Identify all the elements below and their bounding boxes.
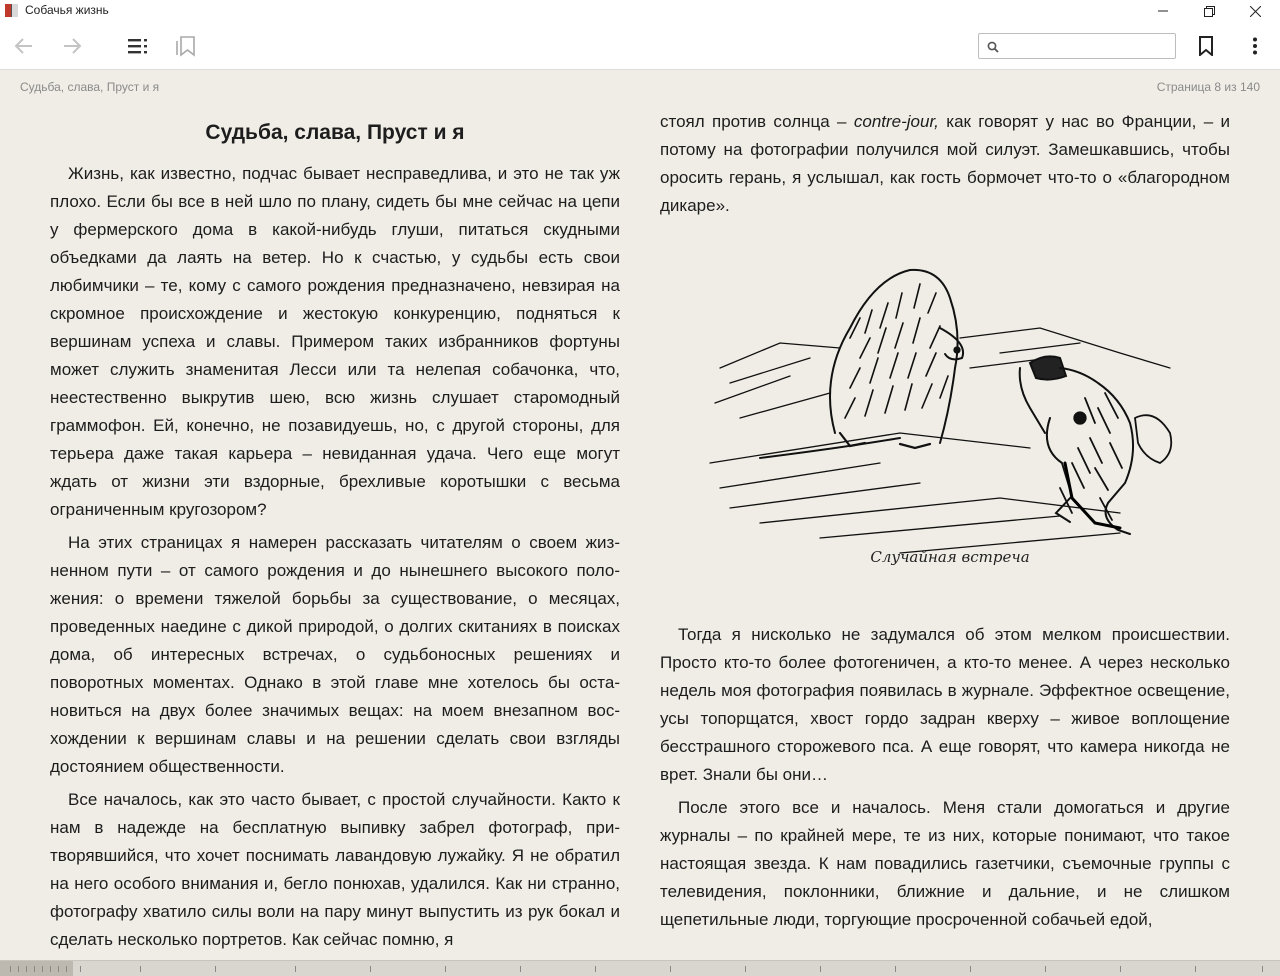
paragraph: Тогда я нисколько не задумался об этом мелком происшествии. Просто кто-то более фотогеничен, а кто-то менее. А через несколько недель моя фотография появилась в журнале. Эффектное освещение, усы топорщатся, хвост гордо задран кверху – живое воплощение бесстрашного сторожевого пса. А еще говорят, что камера никогда не врет. Знали бы они… — [660, 625, 1230, 784]
illustration — [700, 258, 1190, 578]
progress-tick — [370, 966, 371, 972]
arrow-left-icon — [14, 38, 34, 54]
arrow-right-icon — [62, 38, 82, 54]
close-icon — [1250, 6, 1261, 17]
italic-text: contre-jour, — [853, 112, 939, 131]
search-input[interactable] — [1001, 37, 1171, 55]
progress-tick — [445, 966, 446, 972]
minimize-button[interactable] — [1140, 0, 1186, 22]
progress-tick — [1262, 966, 1263, 972]
progress-tick — [140, 966, 141, 972]
more-vertical-icon — [1252, 37, 1258, 55]
text-run: как говорят у нас во Франции, – и потому на фотографии получился мой силуэт. Замешкавшись, чтобы оросить герань, я услышал, как гость бормочет что-то о «благородном дикаре». — [660, 112, 1230, 215]
progress-tick — [58, 966, 59, 972]
paragraph: Все началось, как это часто бывает, с простой случайности. Както к нам в надежде на бесплатную выпивку забрел фотограф, притворявшийся, что хочет поснимать лавандовую лужайку. Я не обратил на него особого внимания и, бегло понюхав, удалился. Как ни странно, фотографу хватило силы воли на пару минут выпустить из рук бокал и сделать несколько портретов. Как сейчас помню, я — [50, 790, 620, 949]
bookmarks-icon — [175, 35, 195, 57]
progress-tick — [66, 966, 67, 972]
progress-tick — [1195, 966, 1196, 972]
progress-tick — [745, 966, 746, 972]
progress-tick — [18, 966, 19, 972]
page-indicator: Страница 8 из 140 — [1156, 80, 1260, 94]
paragraph: После этого все и началось. Меня стали домогаться и другие журналы – по крайней мере, те из них, которые понимают, что такое настоящая звезда. К нам повадились газетчики, съемочные группы с телевидения, поклонники, ближние и дальние, и не слишком щепетильные люди, торгующие просроченной собачьей едой, — [660, 798, 1230, 929]
forward-button[interactable] — [54, 22, 90, 70]
progress-tick — [50, 966, 51, 972]
illustration-caption: Случайная встреча — [870, 548, 1030, 566]
bookmark-icon — [1198, 36, 1214, 56]
restore-icon — [1204, 6, 1215, 17]
more-menu-button[interactable] — [1237, 22, 1273, 70]
page-progress-bar[interactable] — [0, 960, 1280, 976]
progress-tick — [820, 966, 821, 972]
right-page-column-continued — [660, 621, 1230, 939]
left-page-column — [50, 112, 620, 959]
progress-tick — [295, 966, 296, 972]
progress-tick — [970, 966, 971, 972]
back-button[interactable] — [6, 22, 42, 70]
progress-tick — [80, 966, 81, 972]
progress-tick — [670, 966, 671, 972]
progress-tick — [895, 966, 896, 972]
search-box[interactable] — [978, 33, 1176, 59]
progress-tick — [595, 966, 596, 972]
contents-list-icon — [128, 38, 148, 54]
toolbar — [0, 22, 1280, 70]
paragraph: На этих страницах я намерен рассказать читателям о своем жизненном пути – от самого рождения и до нынешнего высокого положения: о времени тяжелой борьбы за существование, о месяцах, проведенных наедине с дикой природой, о долгих скитаниях в поисках дома, об интересных встречах, о судьбоносных решениях и поворотных моментах. Однако в этой главе мне хотелось бы остановиться на двух более значимых вещах: на моем внезапном восхождении к вершинам славы и на решении сделать свои взгляды достоянием общественности. — [50, 533, 620, 776]
progress-tick — [10, 966, 11, 972]
search-icon — [987, 41, 999, 53]
book-app-icon — [5, 4, 19, 17]
table-of-contents-button[interactable] — [120, 22, 156, 70]
close-button[interactable] — [1232, 0, 1278, 22]
title-bar — [0, 0, 1280, 22]
progress-tick — [1120, 966, 1121, 972]
progress-tick — [26, 966, 27, 972]
add-bookmark-button[interactable] — [1188, 22, 1224, 70]
running-chapter-title: Судьба, слава, Пруст и я — [20, 80, 160, 94]
bookmarks-list-button[interactable] — [167, 22, 203, 70]
right-page-column — [660, 108, 1230, 225]
maximize-button[interactable] — [1186, 0, 1232, 22]
chapter-title: Судьба, слава, Пруст и я — [205, 121, 465, 144]
paragraph: Жизнь, как известно, подчас бывает несправедлива, и это не так уж плохо. Если бы все в ней шло по плану, сидеть бы мне сейчас на цепи у фермерского дома в какой-нибудь глуши, питаться скудными объедками да лаять на ветер. Но к счастью, у судьбы есть свои любимчики – те, кому с самого рождения предназначено, невзирая на скромное происхождение и жестокую конкуренцию, подняться к вершинам успеха и славы. Примером таких избранников фортуны может служить знаменитая Лесси или та нелепая собачонка, что, неестественно выкрутив шею, всю жизнь слушает старомодный граммофон. Ей, конечно, не позавидуешь, но, с другой стороны, для терьера даже такая карьера – невиданная удача. Чего еще могут ждать от жизни эти вздорные, брехливые коротышки с весьма ограниченным кругозором? — [50, 164, 620, 519]
progress-tick — [520, 966, 521, 972]
progress-tick — [215, 966, 216, 972]
progress-tick — [42, 966, 43, 972]
window-title: Собачья жизнь — [25, 3, 109, 17]
progress-tick — [34, 966, 35, 972]
paragraph — [660, 108, 1230, 220]
minimize-icon — [1158, 6, 1168, 16]
progress-tick — [1045, 966, 1046, 972]
text-run: стоял против солнца – — [660, 112, 854, 131]
